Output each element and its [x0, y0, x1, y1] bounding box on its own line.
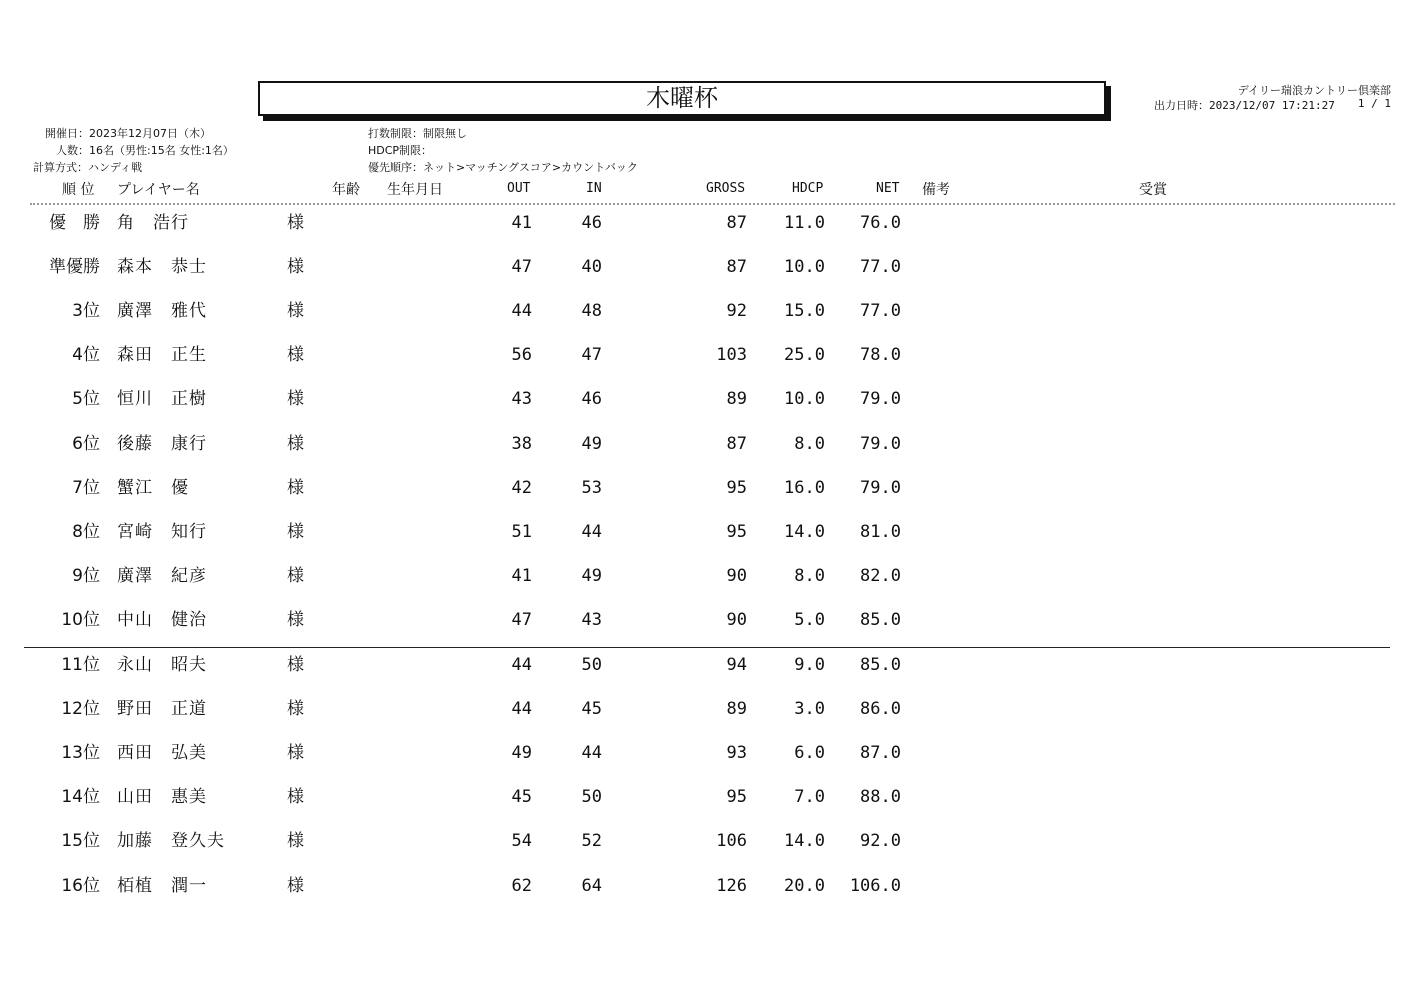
net-score: 92.0: [860, 831, 901, 852]
out-score: 54: [511, 831, 532, 852]
player-name: 永山 昭夫: [117, 655, 207, 675]
in-score: 52: [581, 831, 602, 852]
net-score: 79.0: [860, 477, 901, 498]
player-name: 宮崎 知行: [117, 521, 207, 542]
table-row: [0, 521, 1415, 551]
player-name: 角 浩行: [117, 213, 189, 233]
hdcp-value: 5.0: [794, 609, 825, 630]
rank-cell: 優 勝: [49, 213, 100, 233]
net-score: 81.0: [860, 521, 901, 542]
rank-cell: 12位: [61, 699, 100, 720]
hdcp-value: 25.0: [784, 345, 825, 366]
out-score: 44: [511, 699, 532, 720]
out-score: 41: [511, 213, 532, 233]
header-out: OUT: [507, 181, 531, 196]
club-name: デイリー瑞浪カントリー倶楽部: [1237, 84, 1391, 97]
header-remarks: 備考: [922, 182, 950, 198]
rank-cell: 14位: [61, 787, 100, 808]
honorific: 様: [287, 433, 304, 454]
honorific: 様: [287, 699, 304, 720]
gross-score: 89: [726, 699, 747, 720]
net-score: 78.0: [860, 345, 901, 366]
hdcp-value: 8.0: [794, 565, 825, 586]
player-name: 西田 弘美: [117, 743, 207, 764]
gross-score: 87: [726, 433, 747, 454]
report-title: 木曜杯: [646, 84, 718, 112]
rank-cell: 10位: [61, 609, 100, 630]
table-row: [0, 256, 1415, 286]
player-name: 栢植 潤一: [117, 875, 207, 896]
table-row: [0, 565, 1415, 595]
honorific: 様: [287, 743, 304, 764]
gross-score: 87: [726, 213, 747, 233]
in-score: 48: [581, 301, 602, 322]
table-row: [0, 875, 1415, 905]
in-score: 50: [581, 787, 602, 808]
honorific: 様: [287, 301, 304, 322]
net-score: 106.0: [849, 875, 901, 896]
table-row: [0, 698, 1415, 728]
header-net: NET: [876, 181, 900, 196]
honorific: 様: [287, 477, 304, 498]
gross-score: 92: [726, 301, 747, 322]
player-name: 廣澤 雅代: [117, 301, 207, 322]
net-score: 77.0: [860, 257, 901, 278]
in-score: 43: [581, 609, 602, 630]
honorific: 様: [287, 521, 304, 542]
rank-cell: 13位: [61, 743, 100, 764]
event-date: 開催日：2023年12月07日（木）: [45, 127, 211, 140]
out-score: 44: [511, 301, 532, 322]
rank-cell: 5位: [72, 389, 100, 410]
net-score: 85.0: [860, 655, 901, 675]
player-name: 野田 正道: [117, 699, 207, 720]
honorific: 様: [287, 787, 304, 808]
hdcp-value: 6.0: [794, 743, 825, 764]
rank-cell: 8位: [72, 521, 100, 542]
header-rank: 順 位: [62, 182, 95, 198]
header-birthdate: 生年月日: [387, 182, 443, 198]
gross-score: 95: [726, 787, 747, 808]
out-score: 47: [511, 257, 532, 278]
hdcp-value: 9.0: [794, 655, 825, 675]
player-name: 蟹江 優: [117, 477, 189, 498]
honorific: 様: [287, 831, 304, 852]
hdcp-value: 3.0: [794, 699, 825, 720]
honorific: 様: [287, 655, 304, 675]
out-score: 47: [511, 609, 532, 630]
gross-score: 103: [716, 345, 747, 366]
header-hdcp: HDCP: [792, 181, 824, 196]
table-row: [0, 609, 1415, 639]
table-row: [0, 654, 1415, 684]
out-score: 49: [511, 743, 532, 764]
table-row: [0, 300, 1415, 330]
gross-score: 89: [726, 389, 747, 410]
out-score: 41: [511, 565, 532, 586]
net-score: 77.0: [860, 301, 901, 322]
player-name: 後藤 康行: [117, 433, 207, 454]
gross-score: 93: [726, 743, 747, 764]
honorific: 様: [287, 565, 304, 586]
player-name: 廣澤 紀彦: [117, 565, 207, 586]
player-name: 加藤 登久夫: [117, 831, 225, 852]
net-score: 79.0: [860, 389, 901, 410]
rank-cell: 3位: [72, 301, 100, 322]
player-name: 中山 健治: [117, 609, 207, 630]
in-score: 49: [581, 565, 602, 586]
header-player: プレイヤー名: [117, 182, 200, 198]
out-score: 62: [511, 875, 532, 896]
honorific: 様: [287, 875, 304, 896]
honorific: 様: [287, 345, 304, 366]
gross-score: 90: [726, 609, 747, 630]
header-award: 受賞: [1139, 182, 1167, 198]
net-score: 86.0: [860, 699, 901, 720]
stroke-limit: 打数制限：制限無し: [368, 127, 467, 140]
table-row: [0, 433, 1415, 463]
honorific: 様: [287, 389, 304, 410]
rank-cell: 準優勝: [49, 257, 100, 278]
net-score: 88.0: [860, 787, 901, 808]
table-row: [0, 830, 1415, 860]
table-row: [0, 344, 1415, 374]
table-row: [0, 477, 1415, 507]
rank-cell: 15位: [61, 831, 100, 852]
page-number: 1 / 1: [1357, 97, 1391, 110]
out-score: 45: [511, 787, 532, 808]
table-row: [0, 388, 1415, 418]
hdcp-value: 7.0: [794, 787, 825, 808]
net-score: 85.0: [860, 609, 901, 630]
honorific: 様: [287, 213, 304, 233]
header-gross: GROSS: [706, 181, 746, 196]
in-score: 45: [581, 699, 602, 720]
gross-score: 90: [726, 565, 747, 586]
out-score: 43: [511, 389, 532, 410]
rank-cell: 7位: [72, 477, 100, 498]
out-score: 42: [511, 477, 532, 498]
in-score: 64: [581, 875, 602, 896]
hdcp-value: 14.0: [784, 831, 825, 852]
hdcp-value: 11.0: [784, 213, 825, 233]
output-datetime: 出力日時：2023/12/07 17:21:27: [1154, 99, 1335, 112]
header-age: 年齢: [332, 182, 360, 198]
gross-score: 106: [716, 831, 747, 852]
gross-score: 95: [726, 521, 747, 542]
gross-score: 87: [726, 257, 747, 278]
hdcp-value: 8.0: [794, 433, 825, 454]
priority-order: 優先順序：ネット>マッチングスコア>カウントバック: [368, 161, 638, 174]
hdcp-value: 10.0: [784, 389, 825, 410]
in-score: 53: [581, 477, 602, 498]
hdcp-limit: HDCP制限：: [368, 144, 433, 157]
table-row: [0, 786, 1415, 816]
gross-score: 95: [726, 477, 747, 498]
hdcp-value: 16.0: [784, 477, 825, 498]
gross-score: 126: [716, 875, 747, 896]
in-score: 40: [581, 257, 602, 278]
table-row: [0, 742, 1415, 772]
in-score: 50: [581, 655, 602, 675]
calc-method: 計算方式：ハンディ戦: [33, 161, 143, 174]
net-score: 87.0: [860, 743, 901, 764]
table-row: [0, 212, 1415, 242]
hdcp-value: 10.0: [784, 257, 825, 278]
top-ten-separator: [24, 647, 1390, 648]
net-score: 76.0: [860, 213, 901, 233]
out-score: 38: [511, 433, 532, 454]
in-score: 49: [581, 433, 602, 454]
net-score: 82.0: [860, 565, 901, 586]
in-score: 44: [581, 743, 602, 764]
player-name: 恒川 正樹: [117, 389, 207, 410]
hdcp-value: 20.0: [784, 875, 825, 896]
header-in: IN: [586, 181, 602, 196]
net-score: 79.0: [860, 433, 901, 454]
in-score: 46: [581, 213, 602, 233]
in-score: 47: [581, 345, 602, 366]
rank-cell: 16位: [61, 875, 100, 896]
rank-cell: 9位: [72, 565, 100, 586]
player-name: 山田 惠美: [117, 787, 207, 808]
out-score: 56: [511, 345, 532, 366]
out-score: 51: [511, 521, 532, 542]
rank-cell: 6位: [72, 433, 100, 454]
out-score: 44: [511, 655, 532, 675]
player-name: 森田 正生: [117, 345, 207, 366]
player-count: 人数：16名（男性:15名 女性:1名）: [56, 144, 234, 157]
rank-cell: 4位: [72, 345, 100, 366]
honorific: 様: [287, 609, 304, 630]
rank-cell: 11位: [61, 655, 100, 675]
hdcp-value: 15.0: [784, 301, 825, 322]
in-score: 46: [581, 389, 602, 410]
player-name: 森本 恭士: [117, 257, 207, 278]
gross-score: 94: [726, 655, 747, 675]
honorific: 様: [287, 257, 304, 278]
hdcp-value: 14.0: [784, 521, 825, 542]
in-score: 44: [581, 521, 602, 542]
